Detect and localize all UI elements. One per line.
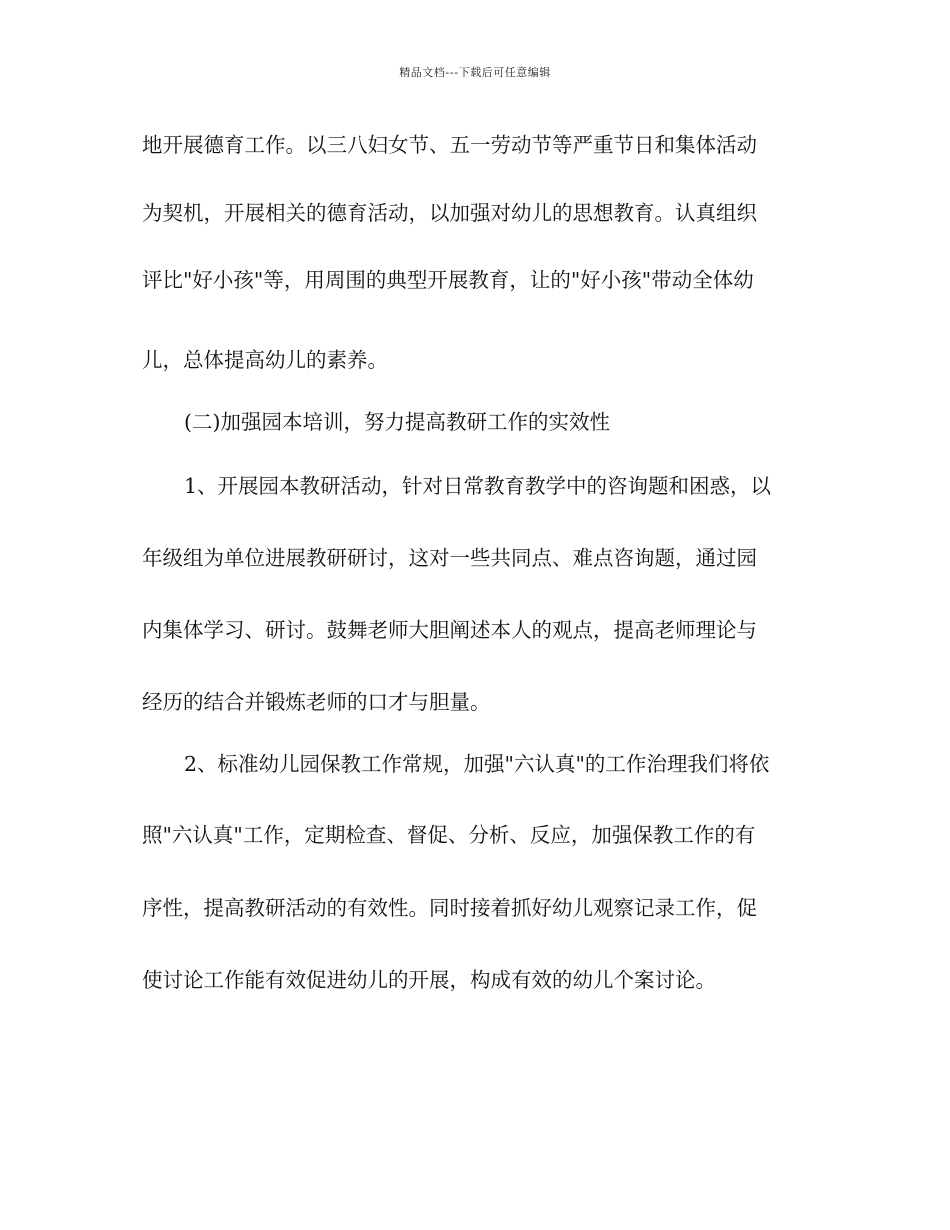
paragraph-line: 使讨论工作能有效促进幼儿的开展，构成有效的幼儿个案讨论。: [142, 968, 716, 992]
paragraph-line: 内集体学习、研讨。鼓舞老师大胆阐述本人的观点，提高老师理论与: [142, 618, 757, 642]
paragraph-line: 评比"好小孩"等，用周围的典型开展教育，让的"好小孩"带动全体幼: [142, 268, 754, 292]
section-heading: (二)加强园本培训，努力提高教研工作的实效性: [184, 410, 610, 434]
paragraph-line: 1、开展园本教研活动，针对日常教育教学中的咨询题和困惑，以: [184, 474, 772, 498]
paragraph-line: 序性，提高教研活动的有效性。同时接着抓好幼儿观察记录工作，促: [142, 896, 757, 920]
paragraph-line: 地开展德育工作。以三八妇女节、五一劳动节等严重节日和集体活动: [142, 133, 757, 157]
page-header: 精品文档---下载后可任意编辑: [399, 66, 551, 79]
paragraph-line: 经历的结合并锻炼老师的口才与胆量。: [142, 690, 491, 714]
paragraph-line: 儿，总体提高幼儿的素养。: [142, 348, 388, 372]
paragraph-line: 年级组为单位进展教研研讨，这对一些共同点、难点咨询题，通过园: [142, 546, 757, 570]
paragraph-line: 照"六认真"工作，定期检查、督促、分析、反应，加强保教工作的有: [142, 823, 756, 847]
paragraph-line: 为契机，开展相关的德育活动，以加强对幼儿的思想教育。认真组织: [142, 201, 757, 225]
paragraph-line: 2、标准幼儿园保教工作常规，加强"六认真"的工作治理我们将依: [184, 752, 770, 776]
